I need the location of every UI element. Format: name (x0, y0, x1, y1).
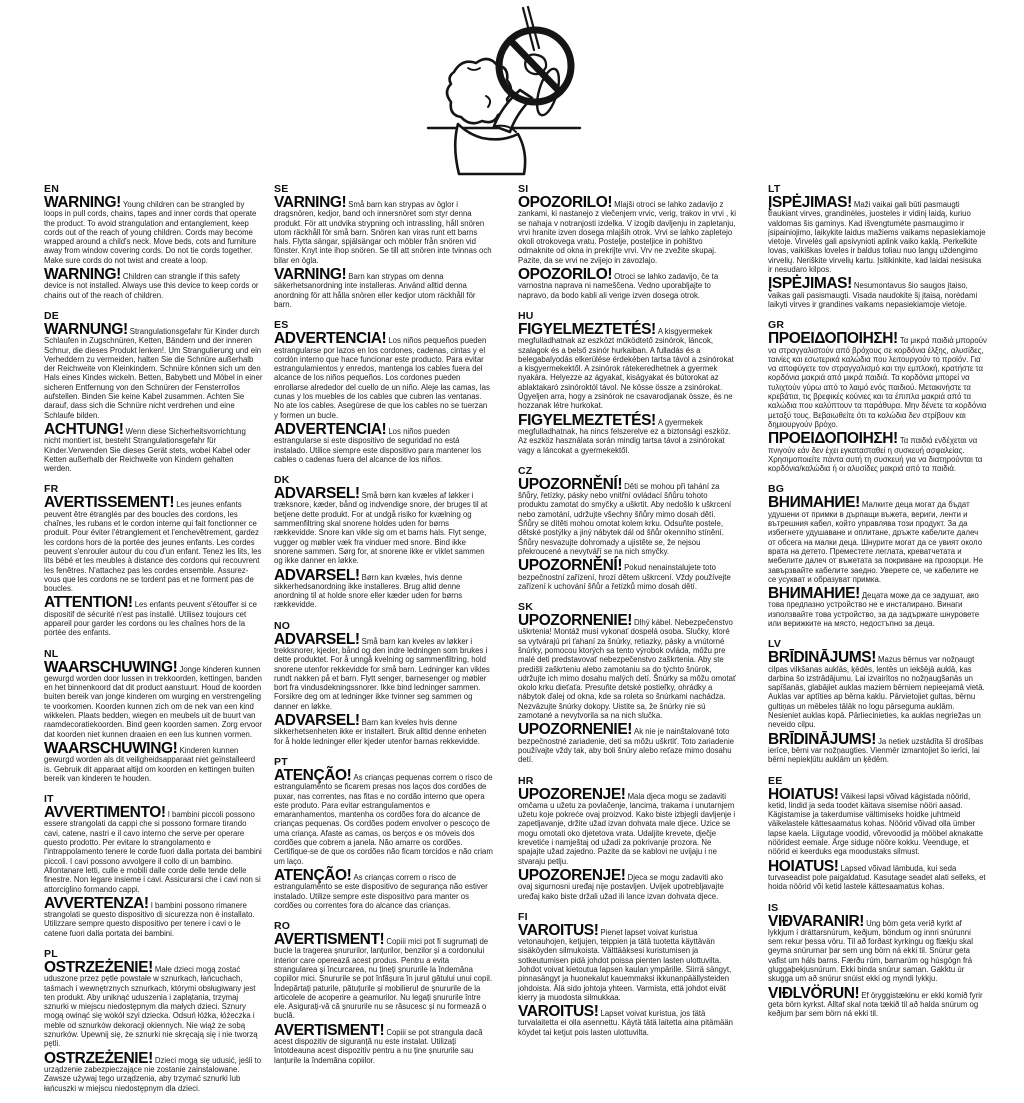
warning-headline: UPOZORNĚNÍ! (518, 557, 623, 575)
warning-body-text: A gyermekek megfulladhatnak, ha nincs felszerelve ez a biztonsági eszköz. Az eszköz használata során mindig tartsa távol a zsinórokat vagy a láncokat a gyermekektől. (518, 417, 731, 455)
warning-headline: AVVERTENZA! (44, 894, 149, 912)
warning-headline: WARNING! (44, 266, 121, 284)
warning-paragraph (274, 630, 493, 711)
warning-body-text: Lapset voivat kuristua, jos tätä turvalaitetta ei olla asennettu. Käytä tätä laitetta aina pitämään köydet tai ketjut pois lasten ulottuvilta. (518, 1009, 733, 1037)
warning-headline: OSTRZEŻENIE! (44, 1049, 153, 1067)
warning-headline: ADVERTENCIA! (274, 420, 387, 438)
warning-headline: ADVARSEL! (274, 630, 360, 648)
language-code: EN (44, 183, 59, 195)
warning-paragraph (518, 1003, 737, 1037)
warning-section-es (274, 319, 493, 464)
warning-section-lt (768, 183, 987, 309)
warning-headline: OPOZORILO! (518, 194, 613, 211)
warning-paragraph (518, 721, 737, 765)
warning-body-text: Ung börn geta verið kyrkt af lykkjum í dráttarsnúrum, keðjum, böndum og innri snúrunni sem rekur þessa vöru. Til að forðast kyrkingu og flækju skal geyma snúrurnar þar sem ung börn ná ekki til. Snúrur geta vafist um háls barns. Færðu rúm, barnarúm og húsgögn frá gluggaþekjusnúrum. Ekki binda snúrur saman. Gakktu úr skugga um að snúrur snúist ekki og myndi lykkju. (768, 918, 973, 984)
warning-body-text: Малките деца могат да бъдат удушени от примки в дърпащи въжета, вериги, ленти и вътрешния кабел, който управлява този продукт. За да избегнете удушаване и оплитане, дръжте кабелите далеч от обсега на малки деца. Шнурите могат да се увият около врата на детето. Преместете леглата, креватчетата и мебелите далеч от въжетата за покриване на прозорци. Не завързвайте кабелите заедно. Уверете се, че кабелите не се усукват и образуват примка. (768, 500, 984, 584)
warning-headline: VIÐLVÖRUN! (768, 984, 860, 1002)
warning-body-text: Wenn diese Sicherheitsvorrichtung nicht montiert ist, besteht Strangulationsgefahr für Kinder.Verwenden Sie dieses Gerät stets, wobei Kabel oder Ketten außerhalb der Reichweite von Kindern gehalten werden. (44, 426, 251, 474)
warning-headline: ĮSPĖJIMAS! (768, 194, 852, 211)
warning-paragraph (768, 912, 987, 984)
warning-body-text: Les jeunes enfants peuvent être étranglés par des boucles des cordons, les chaînes, les rubans et le cordon interne qui fait fonctionner ce produit. Pour éviter l'étranglement et l'enchevêtrement, gardez les cordons hors de la portée des jeunes enfants. Les cordes peuvent s'enrouler autour du cou d'un enfant. Tenez les lits, les lits bébé et les meubles à distance des cordons qui recouvrent les fenêtres. N'attachez pas les cordes ensemble. Assurez-vous que les cordons ne se tordent pas et ne forment pas de boucles. (44, 500, 262, 594)
warning-headline: VIÐVARANIR! (768, 912, 865, 930)
warning-paragraph (768, 649, 987, 730)
warning-section-en (44, 183, 263, 300)
warning-body-text: Dzieci mogą się udusić, jeśli to urządzenie zabezpieczające nie zostanie zainstalowane. Zawsze używaj tego urządzenia, aby trzymać sznurki lub łańcuszki w miejscu niedostępnym dla dzieci. (44, 1055, 262, 1093)
warning-headline: ΠΡΟΕΙΔΟΠΟΙΗΣΗ! (768, 430, 898, 448)
warning-headline: ADVERTENCIA! (274, 330, 387, 348)
warning-paragraph (274, 266, 493, 309)
language-code: EE (768, 774, 783, 787)
warning-paragraph (274, 712, 493, 746)
language-column-2 (274, 183, 493, 1075)
warning-headline: ATTENTION! (44, 594, 133, 612)
warning-headline: ADVARSEL! (274, 566, 360, 584)
warning-paragraph (768, 857, 987, 892)
warning-paragraph (518, 921, 737, 1002)
warning-section-bg (768, 483, 987, 628)
warning-body-text: Τα μικρά παιδιά μπορούν να στραγγαλιστούν από βρόχους σε κορδόνια έλξης, αλυσίδες, ταινίες και εσωτερικά καλώδια που λειτουργούν το προϊόν. Για να αποφύγετε τον στραγγαλισμό και την εμπλοκή, κρατήστε τα κορδόνια μακριά από μικρά παιδιά. Τα κορδόνια μπορεί να τυλιχτούν γύρω από το λαιμό ενός παιδιού. Μετακινήστε τα κρεβάτια, τις βρεφικές κούνιες και τα έπιπλα μακριά από τα καλώδια που καλύπτουν τα παράθυρα. Μην δένετε τα κορδόνια μεταξύ τους. Βεβαιωθείτε ότι τα καλώδια δεν στρίβουν και δημιουργούν βρόχο. (768, 336, 987, 429)
warning-body-text: Barn kan strypas om denna säkerhetsanordning inte installeras. Använd alltid denna anordning för att hålla snören eller kedjor utom räckhåll för barn. (274, 272, 476, 309)
language-code: NO (274, 619, 291, 632)
language-code: GR (768, 319, 785, 332)
warning-headline: ΠΡΟΕΙΔΟΠΟΙΗΣΗ! (768, 330, 898, 348)
warning-paragraph (518, 194, 737, 265)
warning-headline: ADVARSEL! (274, 712, 360, 730)
warning-paragraph (768, 275, 987, 309)
warning-paragraph (44, 494, 263, 594)
language-code: SI (518, 183, 529, 195)
warning-paragraph (274, 485, 493, 566)
language-code: PT (274, 755, 288, 768)
warning-headline: ATENÇÃO! (274, 866, 352, 884)
language-code: IT (44, 793, 54, 806)
language-code: DE (44, 309, 59, 322)
warning-body-text: Young children can be strangled by loops in pull cords, chains, tapes and inner cords that operate the product. To avoid strangulation and entanglement, keep cords out of the reach of young children. Cords may become wrapped around a child's neck. Move beds, cots and furniture away from window covering cords. Do not tie cords together. Make sure cords do not twist and create a loop. (44, 200, 257, 265)
warning-paragraph (768, 330, 987, 429)
language-code: ES (274, 319, 289, 332)
warning-headline: ADVARSEL! (274, 485, 360, 503)
warning-headline: UPOZORENJE! (518, 785, 626, 803)
warning-paragraph (274, 766, 493, 866)
warning-headline: BRĪDINĀJUMS! (768, 730, 877, 748)
warning-body-text: Barn kan kveles hvis denne sikkerhetsenheten ikke er installert. Bruk alltid denne enheten for å holde ledninger eller kjeder utenfor barnas rekkevidde. (274, 718, 487, 746)
warning-body-text: Mazus bērnus var nožņaugt cilpas vilkšanas auklās, ķēdēs, lentēs un iekšējā auklā, kas darbina šo izstrādājumu. Lai izvairītos no nožņaugšanās un sapīšanās, glabājiet auklas maziem bērniem nepieejamā vietā. Auklas var aptīties ap bērna kaklu. Pārvietojiet gultas, bērnu gultiņas un mēbeles tālāk no logu pārseguma auklām. Nesieniet auklas kopā. Pārliecinieties, ka auklas negriežas un neveido cilpu. (768, 655, 985, 730)
warning-headline: FIGYELMEZTETÉS! (518, 320, 656, 338)
warning-section-pt (274, 756, 493, 910)
language-column-4 (768, 183, 987, 1028)
language-code: BG (768, 483, 785, 496)
warning-headline: ВНИМАНИЕ! (768, 585, 860, 603)
warning-paragraph (44, 804, 263, 894)
warning-paragraph (44, 594, 263, 638)
warning-headline: AVERTISMENT! (274, 1021, 385, 1039)
warning-headline: VAROITUS! (518, 1003, 599, 1021)
warning-body-text: Dlhý kábel. Nebezpečenstvo uškrtenia! Montáž musí vykonať dospelá osoba. Slučky, ktoré sa vytvárajú pri ťahaní za šnúrky, retiazky, pásky a vnútorné šnúrky, pomocou ktorých sa tento výrobok ovláda, môžu pre malé deti predstavovať nebezpečenstvo zaškrtenia. Aby ste predišli zaškrteniu alebo zamotaniu sa do týchto šnúrok, udržujte ich mimo dosahu malých detí. Šnúrky sa môžu omotať okolo krku dieťaťa. Presuňte detské postieľky, ohrádky a nábytok ďalej od okna, kde sa roleta so šnúrkami nachádza. Nezväzujte šnúrky dokopy. Uistite sa, že šnúrky nie sú zamotané a nevytvorila sa na nich slučka. (518, 618, 736, 721)
warning-paragraph (44, 194, 263, 265)
warning-headline: OPOZORILO! (518, 266, 613, 284)
warning-body-text: Kinderen kunnen gewurgd worden als dit veiligheidsapparaat niet geïnstalleerd is. Gebruik dit apparaat altijd om koorden en kettingen buiten bereik van kinderen te houden. (44, 745, 256, 783)
warning-body-text: Små børn kan kvæles af løkker i træksnore, kæder, bånd og indvendige snore, der bruges til at betjene dette produkt. For at undgå risiko for kvælning og sammenfiltring skal snorene holdes uden for børns rækkevidde. Snore kan vikle sig om et barns hals. Flyt senge, vugger og møbler væk fra vinduer med snore. Bind ikke snorene sammen. Sørg for, at snorene ikke er viklet sammen og ikke danner en løkke. (274, 491, 488, 566)
warning-body-text: Los niños pequeños pueden estrangularse por lazos en los cordones, cadenas, cintas y el cordón interno que hace funcionar este producto. Para evitar estrangulamientos y enredos, mantenga los cables fuera del alcance de los niños pequeños. Los cordones pueden enrollarse alrededor del cuello de un niño. Aleje las camas, las cunas y los muebles de los cables que cubren las ventanas. No ate los cables. Asegúrese de que los cables no se tuerzan y formen un bucle. (274, 336, 490, 420)
warning-section-hr (518, 775, 737, 901)
warning-paragraph (44, 894, 263, 938)
warning-headline: WAARSCHUWING! (44, 658, 178, 676)
warning-body-text: Små barn kan strypas av öglor i dragsnören, kedjor, band och innersnöret som styr denna produkt. För att undvika strypning och intrassling, håll snören utom räckhåll för små barn. Snören kan viras runt ett barns hals. Flytta sängar, spjälsängar och möbler från snören vid fönster. Knyt inte ihop snören. Se till att snören inte tvinnas och bilar en ögla. (274, 200, 492, 265)
warning-headline: ATENÇÃO! (274, 766, 352, 784)
warning-paragraph (44, 959, 263, 1049)
warning-paragraph (518, 612, 737, 721)
warning-section-se (274, 183, 493, 309)
warning-paragraph (274, 866, 493, 910)
warning-paragraph (274, 1021, 493, 1065)
warning-body-text: Τα παιδιά ενδέχεται να πνιγούν εάν δεν έχει εγκατασταθεί η συσκευή ασφαλείας. Χρησιμοποιείτε πάντα αυτή τη συσκευή για να διατηρούνται τα κορδόνια/καλώδια ή οι αλυσίδες μακριά από τα παιδιά. (768, 436, 983, 474)
language-code: RO (274, 920, 291, 933)
warning-body-text: Les enfants peuvent s'étouffer si ce dispositif de sécurité n'est pas installé. Utilisez toujours cet appareil pour garder les cordons ou les chaînes hors de la portée des enfants. (44, 600, 257, 638)
language-code: LT (768, 183, 781, 195)
warning-paragraph (44, 1049, 263, 1093)
warning-body-text: Децата може да се задушат, ако това предпазно устройство не е инсталирано. Винаги използвайте това устройство, за да задържате шнуровете или верижките на място, недостъпно за деца. (768, 591, 980, 628)
warning-headline: AVERTISMENT! (274, 931, 385, 949)
warning-paragraph (44, 658, 263, 739)
warning-paragraph (518, 411, 737, 455)
warning-section-fi (518, 911, 737, 1037)
warning-body-text: Małe dzieci mogą zostać uduszone przez pętle powstałe w sznurkach, łańcuchach, taśmach i wewnętrznych sznurkach, którymi obsługiwany jest ten produkt. Aby uniknąć uduszenia i zaplątania, trzymaj sznurki w miejscu niedostępnym dla małych dzieci. Sznury mogą owinąć się wokół szyi dziecka. Odsuń łóżka, łóżeczka i meble od sznurków dekoracji okiennych. Nie wiąż ze sobą sznurków. Upewnij się, że sznurki nie skręcają się i nie tworzą pętli. (44, 965, 258, 1049)
warning-paragraph (768, 194, 987, 275)
warning-body-text: I bambini piccoli possono essere strangolati da cappi che si possono formare tirando cavi, catene, nastri e il cavo interno che serve per operare questo prodotto. Per evitare lo strangolamento e l'intrappolamento tenere le corde fuori dalla portata dei bambini piccoli. I cavi possono avvolgere il collo di un bambino. Allontanare letti, culle e mobili dalle corde delle tende delle finestre. Non legare insieme i cavi. Assicurarsi che i cavi non si attorciglino formando cappi. (44, 810, 262, 894)
warning-headline: ВНИМАНИЕ! (768, 494, 860, 512)
warning-section-hu (518, 310, 737, 455)
warning-paragraph (518, 785, 737, 866)
warning-headline: ĮSPĖJIMAS! (768, 275, 852, 293)
warning-section-nl (44, 648, 263, 784)
warning-body-text: Børn kan kvæles, hvis denne sikkerhedsanordning ikke installeres. Brug altid denne anordning til at holde snore eller kæder uden for børns rækkevidde. (274, 572, 463, 610)
warning-body-text: A kisgyermekek megfulladhatnak az eszközt működtető zsinórok, láncok, szalagok és a belső zsinór hurkaiban. A fulladás és a belegabalyodás elkerülése érdekében tartsa távol a zsinórokat a kisgyermekektől. A zsinórok rátekeredhetnek a gyermek nyakára. Helyezze az ágyakat, kiságyakat és bútorokat az ablaktakaró zsinóroktól távol. Ne kösse össze a zsinórokat. Ügyeljen arra, hogy a zsinórok ne csavarodjanak össze, és ne hozzanak létre hurkokat. (518, 326, 734, 411)
warning-headline: VARNING! (274, 266, 347, 284)
warning-headline: AVVERTIMENTO! (44, 804, 166, 822)
warning-headline: WARNUNG! (44, 320, 128, 338)
warning-headline: FIGYELMEZTETÉS! (518, 411, 656, 429)
warning-paragraph (518, 320, 737, 411)
warning-body-text: Jonge kinderen kunnen gewurgd worden door lussen in trekkoorden, kettingen, banden en het binnenkoord dat dit product aanstuurt. Houd de koorden buiten bereik van jonge kinderen om wurging en verstrengeling te voorkomen. Koorden kunnen zich om de nek van een kind wikkelen. Plaats bedden, wiegen en meubels uit de buurt van raamdecoratiekoorden. Bind geen koorden samen. Zorg ervoor dat koorden niet kunnen draaien en een lus kunnen vormen. (44, 664, 263, 739)
warning-headline: ACHTUNG! (44, 420, 124, 438)
warning-body-text: Pokud nenainstalujete toto bezpečnostní zařízení, hrozí dětem uškrcení. Vždy používejte zařízení k uchování šňůr a řetízků mimo dosah dětí. (518, 563, 731, 591)
warning-headline: UPOZORNĚNÍ! (518, 475, 623, 493)
warning-body-text: Ak nie je nainštalované toto bezpečnostné zariadenie, deti sa môžu uškrtiť. Toto zariadenie používajte vždy tak, aby boli šnúry alebo reťaze mimo dosahu detí. (518, 727, 735, 765)
language-code: SE (274, 183, 289, 195)
warning-paragraph (274, 330, 493, 420)
warning-paragraph (44, 320, 263, 420)
warning-body-text: Ja netiek uzstādīta šī drošības ierīce, bērni var nožņaugties. Vienmēr izmantojiet šo ierīci, lai bērni nepiekļūtu auklām un ķēdēm. (768, 736, 984, 765)
warning-body-text: Lapsed võivad lämbuda, kui seda turvaseadist pole paigaldatud. Kasutage seadet alati selleks, et hoida nöörid või ketid lastele kättesaamatus kohas. (768, 863, 986, 892)
warning-paragraph (518, 266, 737, 300)
warning-body-text: Děti se mohou při tahání za šňůry, řetízky, pásky nebo vnitřní ovládací šňůru tohoto produktu zamotat do smyčky a uškrtit. Aby nedošlo k uškrcení nebo zamotání, udržujte všechny šňůry mimo dosah dětí. Šňůry se dítěti mohou omotat kolem krku. Odsuňte postele, dětské postýlky a jiný nábytek dál od šňůr okenního stínění. Šňůry nesvazujte dohromady a ujistěte se, že nejsou překroucené a nevytváří se na nich smyčky. (518, 481, 732, 556)
warning-body-text: Väikesi lapsi võivad kägistada nöörid, ketid, lindid ja seda toodet käitava sisemise nööri aasad. Kägistamise ja takerdumise vältimiseks hoidke juhtmeid väikelastele kättesaamatus kohas. Nöörid võivad olla ümber lapse kaela. Liigutage voodid, võrevoodid ja mööbel aknakatte nööridest eemale. Ärge siduge nööre kokku. Veenduge, et nöörid ei keerduks ega moodustaks silmust. (768, 791, 983, 857)
language-code: CZ (518, 464, 533, 477)
warning-paragraph (768, 585, 987, 628)
warning-section-dk (274, 474, 493, 610)
warning-section-it (44, 793, 263, 938)
warning-paragraph (274, 931, 493, 1021)
warning-paragraph (768, 430, 987, 474)
warning-paragraph (44, 420, 263, 474)
warning-paragraph (518, 866, 737, 901)
warning-body-text: Maži vaikai gali būti pasmaugti traukiant virves, grandinėles, juosteles ir vidinį laidą, kuriuo valdomas šis gaminys. Kad išvengtumėte pasmaugimo ir įsipainiojimo, laikykite laidus mažiems vaikams nepasiekiamoje vietoje. Virvelės gali apsivynioti aplink vaiko kaklą. Perkelkite lovas, vaikiškas loveles ir baldus toliau nuo langų uždengimo virvelių. Neriškite virvelių kartu. Įsitikinkite, kad laidai nesisuka ir nesudaro kilpos. (768, 200, 986, 275)
warning-headline: WARNING! (44, 194, 121, 211)
warning-body-text: As crianças correm o risco de estrangulamento se este dispositivo de segurança não estiver instalado. Utilize sempre este dispositivo para manter os cordões ou correntes fora do alcance das crianças. (274, 872, 488, 910)
warning-body-text: Copiii se pot strangula dacă acest dispozitiv de siguranță nu este instalat. Utilizați întotdeauna acest dispozitiv pentru a nu ține șnururile sau lanțurile la îndemâna copiilor. (274, 1027, 483, 1065)
warning-section-fr (44, 483, 263, 637)
warning-body-text: Otroci se lahko zadavijo, če ta varnostna naprava ni nameščena. Vedno uporabljajte to napravo, da bodo kabli ali verige izven dosega otrok. (518, 272, 719, 300)
language-code: HR (518, 774, 534, 787)
warning-headline: OSTRZEŻENIE! (44, 959, 153, 976)
language-code: FI (518, 910, 528, 923)
warning-section-lv (768, 638, 987, 764)
warning-body-text: As crianças pequenas correm o risco de estrangulamento se ficarem presas nos laços dos cordões de puxar, nas correntes, nas fitas e no cordão interno que opera este produto. Para evitar estrangulamentos e emaranhamentos, mantenha os cordões fora do alcance de crianças pequenas. Os cordões podem envolver o pescoço de uma criança. Afaste as camas, os berços e os móveis dos cordões que cobrem a janela. Não amarre os cordões. Certifique-se de que os cordões não ficam torcidos e não criam um laço. (274, 772, 493, 866)
warning-body-text: Copiii mici pot fi sugrumați de bucle la tragerea șnururilor, lanțurilor, benzilor și a cordonului interior care operează acest produs. Pentru a evita strangularea și încurcarea, nu țineți șnururile la îndemâna copiilor mici. Șnururile se pot înfășura în jurul gâtului unui copil. Îndepărtați paturile, pătuțurile și mobilierul de șnururile de la articolele de acoperire a geamurilor. Nu legați șnururile între ele. Asigurați-vă că șnururile nu se răsucesc și nu formează o buclă. (274, 937, 492, 1021)
language-code: SK (518, 601, 533, 614)
warning-headline: AVERTISSEMENT! (44, 494, 175, 512)
language-code: DK (274, 474, 290, 487)
warning-headline: UPOZORENJE! (518, 866, 626, 884)
language-code: LV (768, 638, 782, 651)
warning-headline: UPOZORNENIE! (518, 612, 633, 630)
warning-section-no (274, 620, 493, 746)
warning-paragraph (274, 566, 493, 610)
warning-headline: VARNING! (274, 194, 347, 211)
language-code: PL (44, 948, 58, 960)
warning-headline: UPOZORNENIE! (518, 721, 633, 739)
warning-headline: HOIATUS! (768, 785, 839, 803)
warning-paragraph (518, 557, 737, 591)
warning-paragraph (768, 984, 987, 1019)
warning-section-gr (768, 319, 987, 473)
warning-paragraph (768, 730, 987, 765)
warning-headline: HOIATUS! (768, 857, 839, 875)
warning-body-text: Djeca se mogu zadaviti ako ovaj sigurnosni uređaj nije postavljen. Uvijek upotrebljavajte uređaj kako biste držali užad ili lance izvan dohvata djece. (518, 872, 724, 901)
warning-paragraph (44, 739, 263, 783)
warning-paragraph (768, 494, 987, 584)
warning-section-pl (44, 948, 263, 1093)
warning-section-is (768, 902, 987, 1019)
language-column-1 (44, 183, 263, 1103)
language-code: HU (518, 309, 534, 322)
warning-body-text: Children can strangle if this safety device is not installed. Always use this device to keep cords or chains out of the reach of children. (44, 272, 259, 300)
warning-section-ro (274, 920, 493, 1065)
warning-paragraph (44, 266, 263, 300)
warning-paragraph (274, 420, 493, 464)
warning-body-text: Mala djeca mogu se zadaviti omčama u užetu za povlačenje, lancima, trakama i unutarnjem užetu koje pokreće ovaj proizvod. Kako biste izbjegli davljenje i zapetljavanje, držite užad izvan dohvata male djece. Uzice se mogu omotati oko djetetova vrata. Udaljite krevete, dječje krevetiće i namještaj od užadi za pokrivanje prozora. Ne spajajte užad zajedno. Pazite da se kablovi ne uvijaju i ne stvaraju petlju. (518, 791, 736, 866)
prohibition-slash (510, 40, 560, 92)
warning-body-text: Pienet lapset voivat kuristua vetonauhojen, ketjujen, teippien ja tätä tuotetta käyttävän sisäköyden silmukoista. Välttääksesi kuristumisen ja sotkeutumisen pidä johdot poissa pienten lasten ulottuvilta. Johdot voivat kietoutua lapsen kaulan ympärille. Siirrä sängyt, pinnasängyt ja huonekalut kauemmaksi ikkunanpäällysteiden johdoista. Älä sido johtoja yhteen. Varmista, että johdot eivät kierry ja muodosta silmukkaa. (518, 927, 732, 1002)
warning-headline: BRĪDINĀJUMS! (768, 649, 877, 667)
language-code: FR (44, 483, 59, 496)
warning-section-ee (768, 775, 987, 892)
warning-headline: VAROITUS! (518, 921, 599, 939)
warning-body-text: Mlajši otroci se lahko zadavijo z zankami, ki nastanejo z vlečenjem vrvic, verig, trakov in vrvi , ki se nahaja v notranjosti izdelka. V izogib davljenju in zapletanju, vrvi hranite izven dosega mlajših otrok. Vrvi se lahko zapletejo okoli otrokovega vratu. Postelje, posteljice in pohištvo odmaknite od okna in prekrijte vrvi. Vrv ne zvežite skupaj. Pazite, da se vrvi ne zvijejo in zavozlajo. (518, 200, 736, 265)
warning-body-text: Små barn kan kveles av løkker i trekksnorer, kjeder, bånd og den indre ledningen som brukes i dette produktet. For å unngå kvelning og sammenfiltring, hold snorene utenfor rekkevidde for små barn. Ledninger kan vikles rundt nakken på et barn. Flytt senger, barnesenger og møbler bort fra vindusdekningssnorer. Ikke bind ledninger sammen. Forsikre deg om at ledninger ikke tvinner seg sammen og danner en løkke. (274, 636, 490, 711)
warning-paragraph (768, 785, 987, 857)
language-column-3 (518, 183, 737, 1047)
warning-section-si (518, 183, 737, 300)
warning-section-cz (518, 465, 737, 591)
warning-section-de (44, 310, 263, 473)
warning-paragraph (518, 475, 737, 556)
language-code: IS (768, 901, 779, 914)
warning-headline: WAARSCHUWING! (44, 739, 178, 757)
warning-illustration (398, 6, 662, 178)
warning-body-text: Ef öryggistækinu er ekki komið fyrir geta börn kyrkst. Alltaf skal nota tækið til að halda snúrum og keðjum þar sem börn ná ekki til. (768, 990, 983, 1019)
warning-paragraph (274, 194, 493, 265)
warning-section-sk (518, 601, 737, 764)
warning-body-text: I bambini possono rimanere strangolati se questo dispositivo di sicurezza non è installato. Utilizzare sempre questo dispositivo per tenere i cavi o le catene fuori dalla portata dei bambini. (44, 900, 255, 938)
language-code: NL (44, 647, 59, 660)
warning-body-text: Strangulationsgefahr für Kinder durch Schlaufen in Zugschnüren, Ketten, Bändern und der inneren Schnur, die dieses Produkt lenken!. Um Strangulierung und ein Verheddern zu vermeiden, halten Sie die Schnüre außerhalb der Reichweite von Kleinkindern. Schnüre können sich um den Hals eines Kindes wickeln. Betten, Babybett und Möbel in einer sicheren Entfernung von den Schnüren der Fensterrollos aufstellen. Binden Sie keine Kabel zusammen. Achten Sie darauf, dass sich die Schnüre nicht verdrehen und eine Schlaufe bilden. (44, 326, 263, 420)
warning-body-text: Nesumontavus šio saugos įtaiso, vaikas gali pasismaugti. Visada naudokite šį įtaisą, norėdami laikyti virves ir grandines vaikams nepasiekiamoje vietoje. (768, 281, 978, 309)
warning-body-text: Los niños pueden estrangularse si este dispositivo de seguridad no está instalado. Utilice siempre este dispositivo para mantener los cables o cadenas fuera del alcance de los niños. (274, 426, 482, 464)
